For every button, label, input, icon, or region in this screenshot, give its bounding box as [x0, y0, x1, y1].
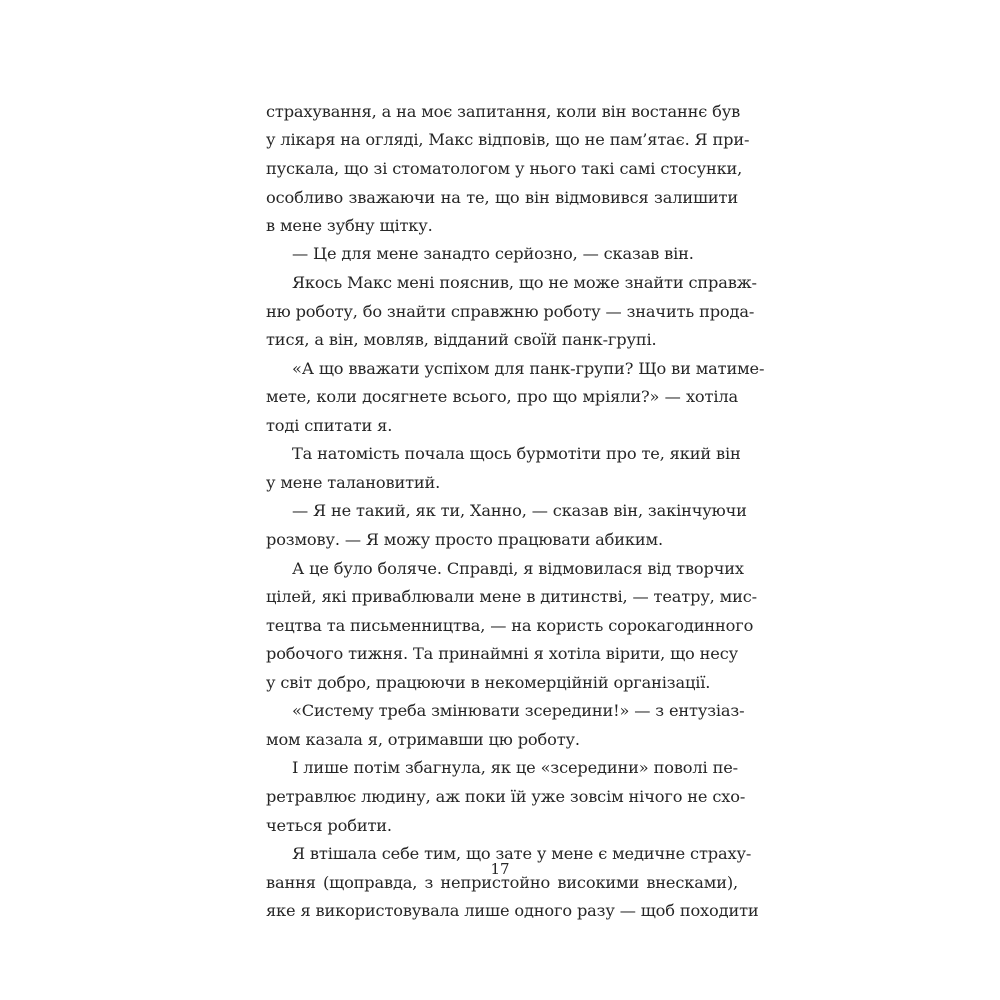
text-line: вання (щоправда, з непристойно високими внесками),: [266, 873, 738, 892]
text-line: А це було боляче. Справді, я відмовилася від творчих: [292, 559, 744, 578]
text-line: Якось Макс мені пояснив, що не може знайти справж-: [292, 273, 757, 292]
text-line: тецтва та письменництва, — на користь сорокагодинного: [266, 616, 754, 635]
text-line: Та натомість почала щось бурмотіти про те, який він: [292, 444, 741, 463]
text-line: ню роботу, бо знайти справжню роботу — значить прода-: [266, 302, 755, 321]
text-line: тися, а він, мовляв, відданий своїй панк-групі.: [266, 330, 657, 349]
text-line: у світ добро, працюючи в некомерційній організації.: [266, 673, 711, 692]
page-number: 17: [490, 860, 510, 878]
text-line: у мене талановитий.: [266, 473, 441, 492]
text-line: ретравлює людину, аж поки їй уже зовсім нічого не схо-: [266, 787, 746, 806]
text-line: яке я використовувала лише одного разу — щоб походити: [266, 901, 759, 920]
text-line: «А що вважати успіхом для панк-групи? Що ви матиме-: [292, 359, 765, 378]
text-line: страхування, а на моє запитання, коли він востаннє був: [266, 102, 741, 121]
text-line: І лише потім збагнула, як це «зсередини» поволі пе-: [292, 758, 738, 777]
text-line: в мене зубну щітку.: [266, 216, 433, 235]
text-line: мете, коли досягнете всього, про що мріяли?» — хотіла: [266, 387, 738, 406]
text-line: четься робити.: [266, 816, 392, 835]
text-line: тоді спитати я.: [266, 416, 393, 435]
text-line: Я втішала себе тим, що зате у мене є медичне страху-: [292, 844, 752, 863]
text-line: особливо зважаючи на те, що він відмовився залишити: [266, 188, 738, 207]
text-line: пускала, що зі стоматологом у нього такі самі стосунки,: [266, 159, 743, 178]
text-line: робочого тижня. Та принаймні я хотіла вірити, що несу: [266, 644, 738, 663]
text-line: «Систему треба змінювати зсередини!» — з ентузіаз-: [292, 701, 745, 720]
text-line: — Це для мене занадто серйозно, — сказав він.: [292, 244, 694, 263]
text-line: — Я не такий, як ти, Ханно, — сказав він, закінчуючи: [292, 501, 747, 520]
text-line: розмову. — Я можу просто працювати абиким.: [266, 530, 663, 549]
text-line: у лікаря на огляді, Макс відповів, що не пам’ятає. Я при-: [266, 130, 750, 149]
text-line: мом казала я, отримавши цю роботу.: [266, 730, 580, 749]
text-line: цілей, які приваблювали мене в дитинстві, — театру, мис-: [266, 587, 757, 606]
